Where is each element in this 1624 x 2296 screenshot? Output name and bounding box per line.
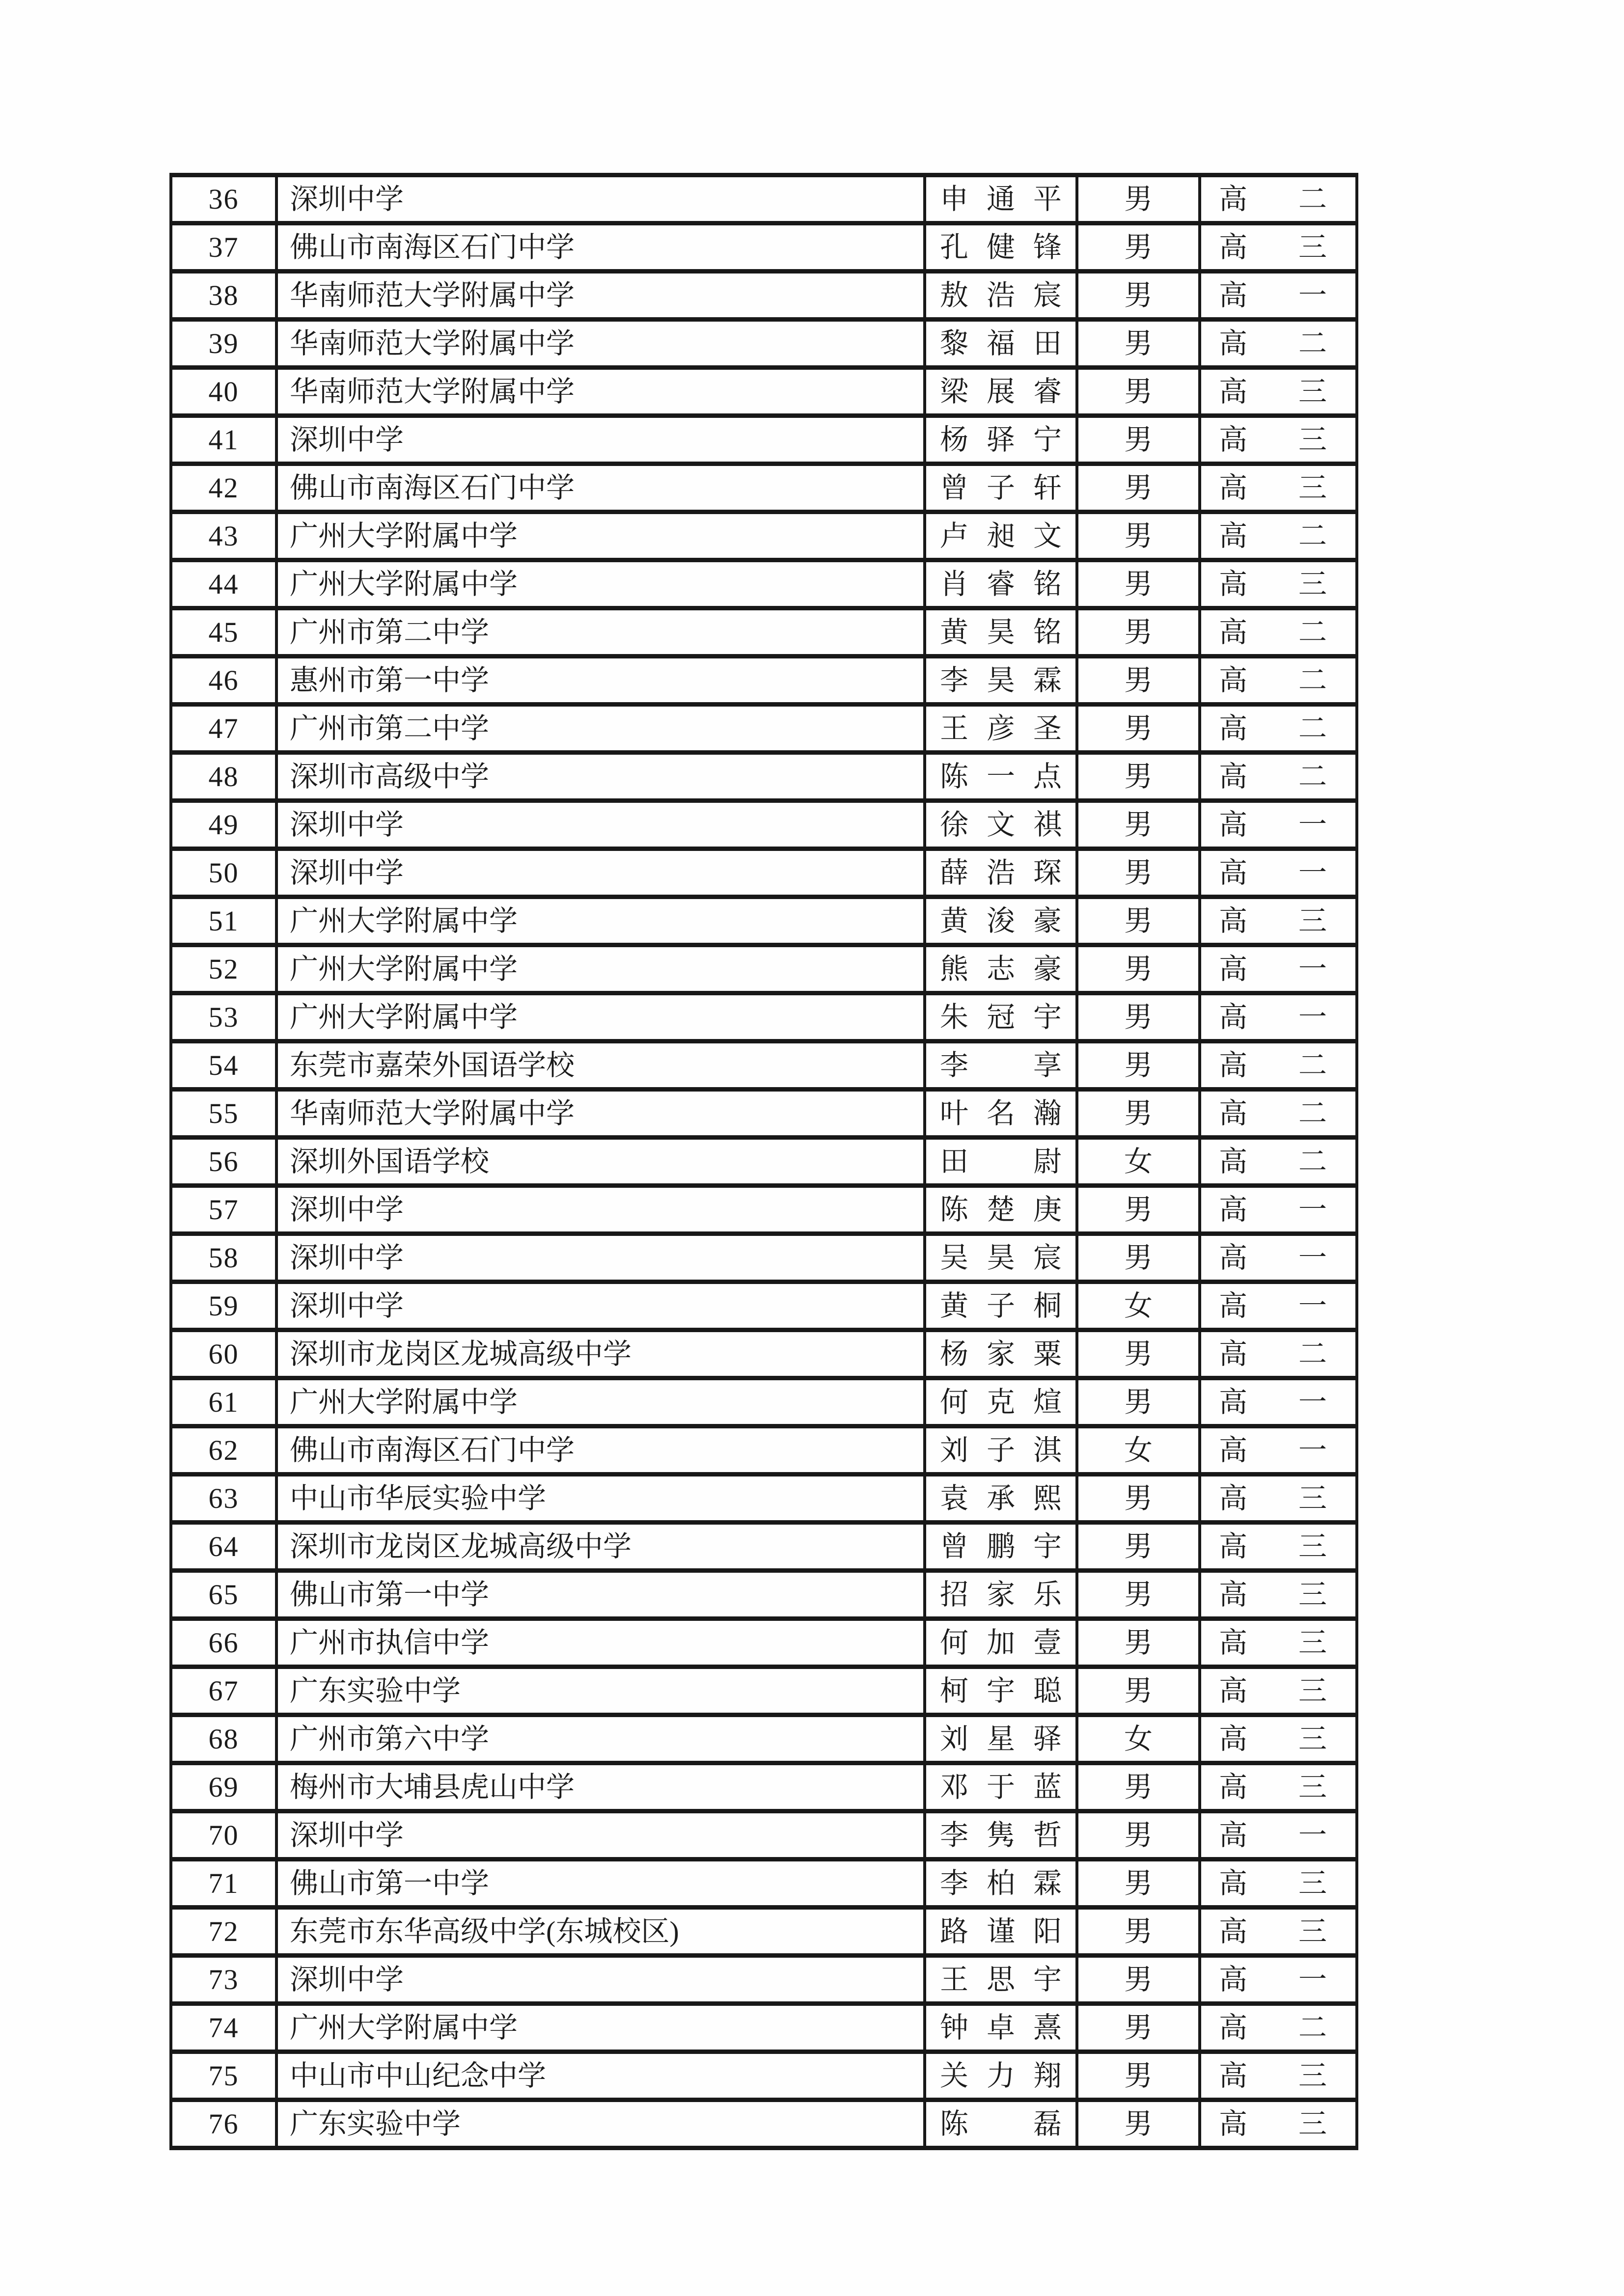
school-cell: 华南师范大学附属中学 <box>276 320 925 368</box>
school-cell: 广州大学附属中学 <box>276 512 925 560</box>
table-row <box>171 1041 1357 1090</box>
gender-cell: 男 <box>1077 2004 1200 2052</box>
gender-cell: 男 <box>1077 512 1200 560</box>
student-name-cell: 曾子轩 <box>925 464 1077 512</box>
school-cell: 佛山市南海区石门中学 <box>276 464 925 512</box>
table-row <box>171 1619 1357 1667</box>
school-cell: 东莞市东华高级中学(东城校区) <box>276 1908 925 1956</box>
gender-cell: 男 <box>1077 560 1200 608</box>
school-cell: 华南师范大学附属中学 <box>276 368 925 416</box>
school-cell: 东莞市嘉荣外国语学校 <box>276 1041 925 1090</box>
student-name-cell: 何加壹 <box>925 1619 1077 1667</box>
row-number-cell: 60 <box>171 1330 276 1378</box>
grade-cell: 高一 <box>1200 272 1357 320</box>
students-table <box>169 173 1358 2150</box>
table-row <box>171 1811 1357 1859</box>
grade-cell: 高一 <box>1200 993 1357 1041</box>
gender-cell: 男 <box>1077 897 1200 945</box>
student-name-cell: 敖浩宸 <box>925 272 1077 320</box>
student-name-cell: 钟卓熹 <box>925 2004 1077 2052</box>
row-number-cell: 62 <box>171 1426 276 1475</box>
gender-cell: 男 <box>1077 464 1200 512</box>
row-number-cell: 66 <box>171 1619 276 1667</box>
row-number-cell: 69 <box>171 1763 276 1811</box>
school-cell: 广州大学附属中学 <box>276 1378 925 1426</box>
school-cell: 华南师范大学附属中学 <box>276 272 925 320</box>
student-name-cell: 薛浩琛 <box>925 849 1077 897</box>
grade-cell: 高二 <box>1200 512 1357 560</box>
table-row <box>171 1571 1357 1619</box>
gender-cell: 男 <box>1077 175 1200 223</box>
student-name-cell: 杨家粟 <box>925 1330 1077 1378</box>
row-number-cell: 74 <box>171 2004 276 2052</box>
row-number-cell: 72 <box>171 1908 276 1956</box>
student-name-cell: 熊志豪 <box>925 945 1077 993</box>
grade-cell: 高一 <box>1200 1956 1357 2004</box>
student-name-cell: 柯宇聪 <box>925 1667 1077 1715</box>
grade-cell: 高一 <box>1200 1378 1357 1426</box>
row-number-cell: 55 <box>171 1090 276 1138</box>
table-row <box>171 705 1357 753</box>
gender-cell: 男 <box>1077 849 1200 897</box>
gender-cell: 男 <box>1077 801 1200 849</box>
gender-cell: 男 <box>1077 223 1200 272</box>
student-name-cell: 叶名瀚 <box>925 1090 1077 1138</box>
grade-cell: 高二 <box>1200 2004 1357 2052</box>
gender-cell: 男 <box>1077 1571 1200 1619</box>
table-row <box>171 753 1357 801</box>
table-row <box>171 1523 1357 1571</box>
grade-cell: 高三 <box>1200 1715 1357 1763</box>
grade-cell: 高二 <box>1200 1041 1357 1090</box>
school-cell: 广州大学附属中学 <box>276 945 925 993</box>
gender-cell: 男 <box>1077 416 1200 464</box>
student-name-cell: 杨驿宁 <box>925 416 1077 464</box>
school-cell: 深圳外国语学校 <box>276 1138 925 1186</box>
grade-cell: 高二 <box>1200 608 1357 656</box>
grade-cell: 高三 <box>1200 1908 1357 1956</box>
student-name-cell: 卢昶文 <box>925 512 1077 560</box>
grade-cell: 高三 <box>1200 416 1357 464</box>
student-name-cell: 刘星驿 <box>925 1715 1077 1763</box>
table-row <box>171 2052 1357 2100</box>
gender-cell: 男 <box>1077 1041 1200 1090</box>
school-cell: 惠州市第一中学 <box>276 656 925 705</box>
gender-cell: 男 <box>1077 1186 1200 1234</box>
school-cell: 广州市执信中学 <box>276 1619 925 1667</box>
student-name-cell: 梁展睿 <box>925 368 1077 416</box>
row-number-cell: 64 <box>171 1523 276 1571</box>
grade-cell: 高三 <box>1200 1619 1357 1667</box>
gender-cell: 男 <box>1077 1956 1200 2004</box>
school-cell: 深圳中学 <box>276 1186 925 1234</box>
grade-cell: 高三 <box>1200 223 1357 272</box>
grade-cell: 高三 <box>1200 1859 1357 1908</box>
row-number-cell: 59 <box>171 1282 276 1330</box>
row-number-cell: 54 <box>171 1041 276 1090</box>
grade-cell: 高二 <box>1200 753 1357 801</box>
row-number-cell: 40 <box>171 368 276 416</box>
school-cell: 深圳市龙岗区龙城高级中学 <box>276 1523 925 1571</box>
table-row <box>171 223 1357 272</box>
school-cell: 深圳中学 <box>276 175 925 223</box>
school-cell: 中山市中山纪念中学 <box>276 2052 925 2100</box>
table-row <box>171 1090 1357 1138</box>
row-number-cell: 57 <box>171 1186 276 1234</box>
grade-cell: 高一 <box>1200 1426 1357 1475</box>
gender-cell: 男 <box>1077 320 1200 368</box>
gender-cell: 男 <box>1077 993 1200 1041</box>
gender-cell: 女 <box>1077 1715 1200 1763</box>
grade-cell: 高一 <box>1200 1234 1357 1282</box>
student-name-cell: 肖睿铭 <box>925 560 1077 608</box>
row-number-cell: 50 <box>171 849 276 897</box>
grade-cell: 高二 <box>1200 175 1357 223</box>
table-row <box>171 1956 1357 2004</box>
school-cell: 深圳市高级中学 <box>276 753 925 801</box>
row-number-cell: 38 <box>171 272 276 320</box>
row-number-cell: 43 <box>171 512 276 560</box>
school-cell: 佛山市南海区石门中学 <box>276 223 925 272</box>
school-cell: 佛山市南海区石门中学 <box>276 1426 925 1475</box>
row-number-cell: 56 <box>171 1138 276 1186</box>
table-row <box>171 1330 1357 1378</box>
student-name-cell: 邓于蓝 <box>925 1763 1077 1811</box>
table-row <box>171 1715 1357 1763</box>
grade-cell: 高三 <box>1200 464 1357 512</box>
gender-cell: 女 <box>1077 1282 1200 1330</box>
student-name-cell: 何克煊 <box>925 1378 1077 1426</box>
grade-cell: 高三 <box>1200 1667 1357 1715</box>
table-row <box>171 1186 1357 1234</box>
table-row <box>171 175 1357 223</box>
table-row <box>171 272 1357 320</box>
row-number-cell: 47 <box>171 705 276 753</box>
row-number-cell: 71 <box>171 1859 276 1908</box>
school-cell: 广州大学附属中学 <box>276 560 925 608</box>
row-number-cell: 68 <box>171 1715 276 1763</box>
student-name-cell: 袁承熙 <box>925 1475 1077 1523</box>
table-row <box>171 320 1357 368</box>
student-name-cell: 黄昊铭 <box>925 608 1077 656</box>
student-name-cell: 李享 <box>925 1041 1077 1090</box>
table-row <box>171 945 1357 993</box>
school-cell: 华南师范大学附属中学 <box>276 1090 925 1138</box>
gender-cell: 男 <box>1077 2052 1200 2100</box>
grade-cell: 高一 <box>1200 801 1357 849</box>
grade-cell: 高三 <box>1200 1475 1357 1523</box>
school-cell: 中山市华辰实验中学 <box>276 1475 925 1523</box>
student-name-cell: 朱冠宇 <box>925 993 1077 1041</box>
row-number-cell: 46 <box>171 656 276 705</box>
row-number-cell: 73 <box>171 1956 276 2004</box>
school-cell: 深圳中学 <box>276 1282 925 1330</box>
row-number-cell: 39 <box>171 320 276 368</box>
grade-cell: 高二 <box>1200 656 1357 705</box>
school-cell: 广州大学附属中学 <box>276 993 925 1041</box>
table-row <box>171 656 1357 705</box>
row-number-cell: 41 <box>171 416 276 464</box>
table-row <box>171 1667 1357 1715</box>
gender-cell: 男 <box>1077 705 1200 753</box>
school-cell: 广州市第二中学 <box>276 705 925 753</box>
gender-cell: 男 <box>1077 1234 1200 1282</box>
row-number-cell: 51 <box>171 897 276 945</box>
school-cell: 深圳中学 <box>276 1811 925 1859</box>
student-name-cell: 李隽哲 <box>925 1811 1077 1859</box>
row-number-cell: 76 <box>171 2100 276 2148</box>
student-name-cell: 徐文祺 <box>925 801 1077 849</box>
student-name-cell: 陈磊 <box>925 2100 1077 2148</box>
row-number-cell: 75 <box>171 2052 276 2100</box>
table-row <box>171 2004 1357 2052</box>
table-row <box>171 512 1357 560</box>
gender-cell: 男 <box>1077 1523 1200 1571</box>
gender-cell: 男 <box>1077 1090 1200 1138</box>
school-cell: 广东实验中学 <box>276 2100 925 2148</box>
gender-cell: 男 <box>1077 368 1200 416</box>
school-cell: 深圳中学 <box>276 801 925 849</box>
student-name-cell: 吴昊宸 <box>925 1234 1077 1282</box>
row-number-cell: 42 <box>171 464 276 512</box>
student-name-cell: 李昊霖 <box>925 656 1077 705</box>
table-row <box>171 1378 1357 1426</box>
table-row <box>171 1426 1357 1475</box>
table-row <box>171 897 1357 945</box>
grade-cell: 高二 <box>1200 1090 1357 1138</box>
row-number-cell: 70 <box>171 1811 276 1859</box>
grade-cell: 高二 <box>1200 320 1357 368</box>
school-cell: 深圳中学 <box>276 1956 925 2004</box>
row-number-cell: 37 <box>171 223 276 272</box>
table-row <box>171 993 1357 1041</box>
table-row <box>171 1282 1357 1330</box>
grade-cell: 高二 <box>1200 1330 1357 1378</box>
gender-cell: 男 <box>1077 1619 1200 1667</box>
school-cell: 深圳中学 <box>276 416 925 464</box>
gender-cell: 男 <box>1077 753 1200 801</box>
student-name-cell: 刘子淇 <box>925 1426 1077 1475</box>
gender-cell: 男 <box>1077 1811 1200 1859</box>
row-number-cell: 45 <box>171 608 276 656</box>
school-cell: 广州大学附属中学 <box>276 2004 925 2052</box>
students-table-body <box>171 175 1357 2148</box>
table-row <box>171 1859 1357 1908</box>
grade-cell: 高一 <box>1200 1811 1357 1859</box>
gender-cell: 男 <box>1077 945 1200 993</box>
table-row <box>171 1475 1357 1523</box>
row-number-cell: 36 <box>171 175 276 223</box>
table-row <box>171 416 1357 464</box>
gender-cell: 男 <box>1077 1330 1200 1378</box>
grade-cell: 高三 <box>1200 1523 1357 1571</box>
row-number-cell: 67 <box>171 1667 276 1715</box>
table-row <box>171 801 1357 849</box>
student-name-cell: 李柏霖 <box>925 1859 1077 1908</box>
gender-cell: 男 <box>1077 656 1200 705</box>
gender-cell: 男 <box>1077 1667 1200 1715</box>
grade-cell: 高一 <box>1200 1282 1357 1330</box>
school-cell: 梅州市大埔县虎山中学 <box>276 1763 925 1811</box>
school-cell: 广州市第六中学 <box>276 1715 925 1763</box>
school-cell: 深圳中学 <box>276 849 925 897</box>
grade-cell: 高三 <box>1200 2100 1357 2148</box>
gender-cell: 男 <box>1077 1378 1200 1426</box>
row-number-cell: 65 <box>171 1571 276 1619</box>
gender-cell: 男 <box>1077 1859 1200 1908</box>
grade-cell: 高一 <box>1200 1186 1357 1234</box>
school-cell: 广东实验中学 <box>276 1667 925 1715</box>
row-number-cell: 53 <box>171 993 276 1041</box>
table-row <box>171 1138 1357 1186</box>
grade-cell: 高二 <box>1200 705 1357 753</box>
gender-cell: 男 <box>1077 1763 1200 1811</box>
school-cell: 佛山市第一中学 <box>276 1571 925 1619</box>
grade-cell: 高一 <box>1200 849 1357 897</box>
table-row <box>171 2100 1357 2148</box>
grade-cell: 高三 <box>1200 2052 1357 2100</box>
grade-cell: 高一 <box>1200 945 1357 993</box>
student-name-cell: 申通平 <box>925 175 1077 223</box>
grade-cell: 高三 <box>1200 560 1357 608</box>
school-cell: 深圳中学 <box>276 1234 925 1282</box>
table-row <box>171 1234 1357 1282</box>
row-number-cell: 44 <box>171 560 276 608</box>
gender-cell: 男 <box>1077 272 1200 320</box>
gender-cell: 男 <box>1077 608 1200 656</box>
gender-cell: 女 <box>1077 1138 1200 1186</box>
school-cell: 佛山市第一中学 <box>276 1859 925 1908</box>
row-number-cell: 48 <box>171 753 276 801</box>
gender-cell: 男 <box>1077 1475 1200 1523</box>
student-name-cell: 路谨阳 <box>925 1908 1077 1956</box>
gender-cell: 男 <box>1077 1908 1200 1956</box>
table-row <box>171 1908 1357 1956</box>
grade-cell: 高三 <box>1200 368 1357 416</box>
student-name-cell: 王思宇 <box>925 1956 1077 2004</box>
table-row <box>171 368 1357 416</box>
student-name-cell: 陈一点 <box>925 753 1077 801</box>
row-number-cell: 63 <box>171 1475 276 1523</box>
grade-cell: 高三 <box>1200 1571 1357 1619</box>
school-cell: 广州市第二中学 <box>276 608 925 656</box>
student-name-cell: 田尉 <box>925 1138 1077 1186</box>
school-cell: 广州大学附属中学 <box>276 897 925 945</box>
student-name-cell: 黎福田 <box>925 320 1077 368</box>
student-name-cell: 关力翔 <box>925 2052 1077 2100</box>
student-name-cell: 招家乐 <box>925 1571 1077 1619</box>
grade-cell: 高三 <box>1200 897 1357 945</box>
student-name-cell: 黄浚豪 <box>925 897 1077 945</box>
grade-cell: 高三 <box>1200 1763 1357 1811</box>
row-number-cell: 58 <box>171 1234 276 1282</box>
table-row <box>171 464 1357 512</box>
student-name-cell: 陈楚庚 <box>925 1186 1077 1234</box>
student-name-cell: 曾鹏宇 <box>925 1523 1077 1571</box>
grade-cell: 高二 <box>1200 1138 1357 1186</box>
table-row <box>171 560 1357 608</box>
school-cell: 深圳市龙岗区龙城高级中学 <box>276 1330 925 1378</box>
row-number-cell: 61 <box>171 1378 276 1426</box>
student-name-cell: 黄子桐 <box>925 1282 1077 1330</box>
gender-cell: 男 <box>1077 2100 1200 2148</box>
table-row <box>171 849 1357 897</box>
row-number-cell: 49 <box>171 801 276 849</box>
student-name-cell: 孔健锋 <box>925 223 1077 272</box>
row-number-cell: 52 <box>171 945 276 993</box>
table-row <box>171 608 1357 656</box>
student-name-cell: 王彦圣 <box>925 705 1077 753</box>
table-row <box>171 1763 1357 1811</box>
gender-cell: 女 <box>1077 1426 1200 1475</box>
